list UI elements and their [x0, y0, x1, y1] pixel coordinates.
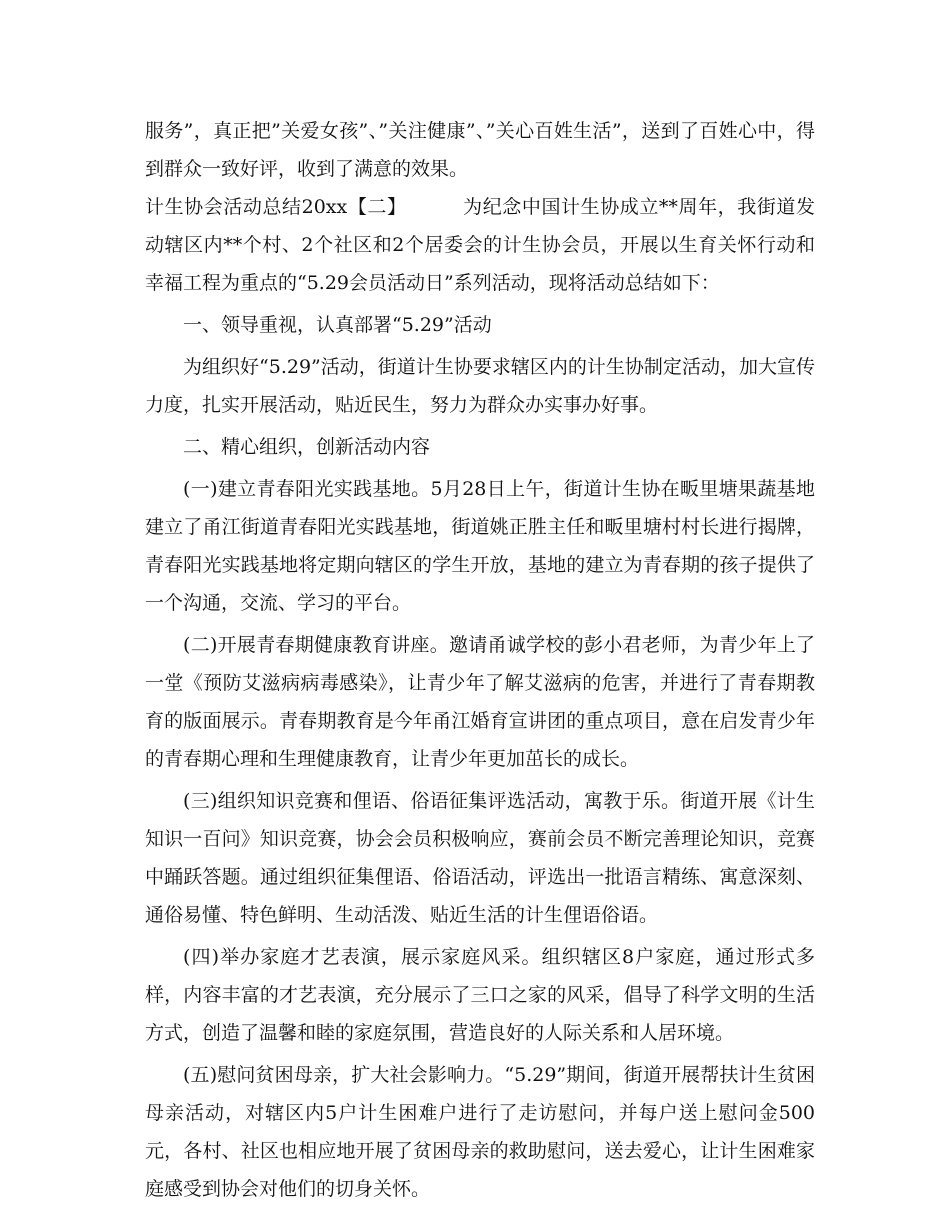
- paragraph-item-1: (一)建立青春阳光实践基地。5月28日上午，街道计生协在畈里塘果蔬基地建立了甬江街道青春阳光实践基地，街道姚正胜主任和畈里塘村村长进行揭牌，青春阳光实践基地将定期向辖区的学生开放，基地的建立为青春期的孩子提供了一个沟通，交流、学习的平台。: [145, 478, 815, 614]
- section-intro-text: 为纪念中国计生协成立**周年，我街道发动辖区内**个村、2个社区和2个居委会的计生协会员，开展以生育关怀行动和幸福工程为重点的“5.29会员活动日”系列活动，现将活动总结如下：: [145, 196, 815, 294]
- paragraph-item-3: (三)组织知识竞赛和俚语、俗语征集评选活动，寓教于乐。街道开展《计生知识一百问》知识竞赛，协会会员积极响应，赛前会员不断完善理论知识，竞赛中踊跃答题。通过组织征集俚语、俗语活动，评选出一批语言精练、寓意深刻、通俗易懂、特色鲜明、生动活泼、贴近生活的计生俚语俗语。: [145, 790, 815, 926]
- paragraph-organize: 为组织好“5.29”活动，街道计生协要求辖区内的计生协制定活动，加大宣传力度，扎实开展活动，贴近民生，努力为群众办实事办好事。: [145, 356, 815, 416]
- heading-leadership: 一、领导重视，认真部署“5.29”活动: [183, 314, 492, 336]
- section-title: 计生协会活动总结20xx【二】: [145, 196, 407, 218]
- paragraph-item-2: (二)开展青春期健康教育讲座。邀请甬诚学校的彭小君老师，为青少年上了一堂《预防艾滋病病毒感染》，让青少年了解艾滋病的危害，并进行了青春期教育的版面展示。青春期教育是今年甬江婚育宣讲团的重点项目，意在启发青少年的青春期心理和生理健康教育，让青少年更加茁长的成长。: [145, 634, 815, 770]
- document-body: [145, 112, 815, 1208]
- heading-innovate: 二、精心组织，创新活动内容: [183, 436, 431, 458]
- paragraph-section-two-intro: [145, 188, 815, 302]
- paragraph-continuation: 服务”，真正把”关爱女孩”、”关注健康”、”关心百姓生活”，送到了百姓心中，得到群众一致好评，收到了满意的效果。: [145, 120, 815, 180]
- paragraph-item-5: (五)慰问贫困母亲，扩大社会影响力。“5.29”期间，街道开展帮扶计生贫困母亲活动，对辖区内5户计生困难户进行了走访慰问，并每户送上慰问金500元，各村、社区也相应地开展了贫困母亲的救助慰问，送去爱心，让计生困难家庭感受到协会对他们的切身关怀。: [145, 1064, 815, 1200]
- paragraph-item-4: (四)举办家庭才艺表演，展示家庭风采。组织辖区8户家庭，通过形式多样，内容丰富的才艺表演，充分展示了三口之家的风采，倡导了科学文明的生活方式，创造了温馨和睦的家庭氛围，营造良好的人际关系和人居环境。: [145, 946, 815, 1044]
